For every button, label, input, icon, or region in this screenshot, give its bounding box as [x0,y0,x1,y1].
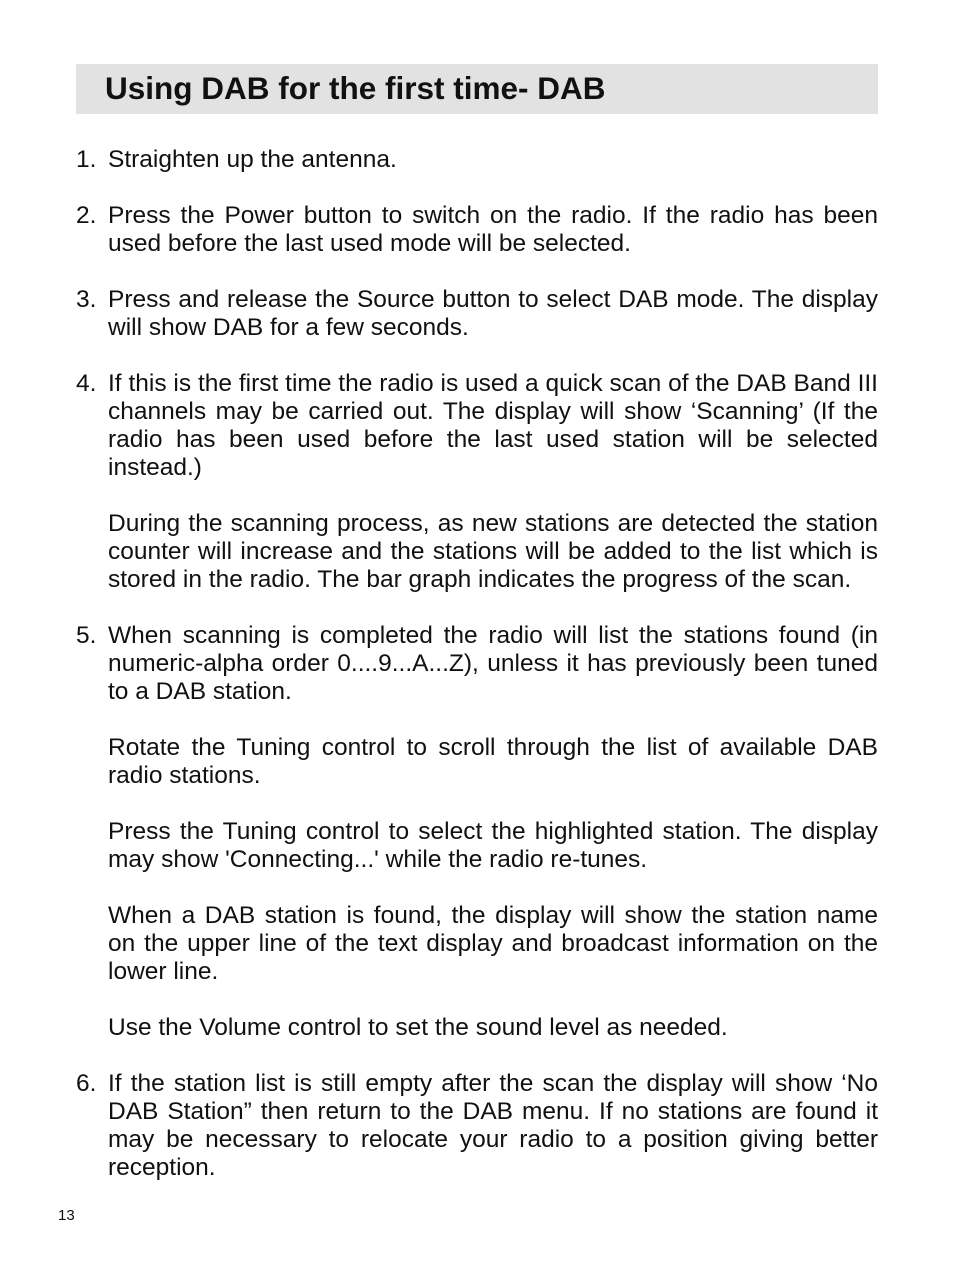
step-paragraph: Straighten up the antenna. [108,146,397,173]
step-paragraph: Press the Tuning control to select the highlighted station. The display may show 'Connecting...' while the radio re-tunes. [108,818,878,873]
step-number: 3. [76,286,97,313]
step-2 [76,202,878,258]
step-number: 6. [76,1070,97,1097]
step-paragraph: During the scanning process, as new stations are detected the station counter will increase and the stations will be added to the list which is stored in the radio. The bar graph indicates the progress of the scan. [108,510,878,593]
step-paragraph: Press and release the Source button to select DAB mode. The display will show DAB for a few seconds. [108,286,878,341]
step-5 [76,622,878,1042]
step-number: 2. [76,202,97,229]
step-paragraph: When a DAB station is found, the display will show the station name on the upper line of the text display and broadcast information on the lower line. [108,902,878,985]
step-number: 1. [76,146,97,173]
step-paragraph: When scanning is completed the radio will list the stations found (in numeric-alpha order 0....9...A...Z), unless it has previously been tuned to a DAB station. [108,622,878,705]
instruction-list [76,146,878,1210]
step-number: 4. [76,370,97,397]
step-6 [76,1070,878,1182]
step-paragraph: Rotate the Tuning control to scroll through the list of available DAB radio stations. [108,734,878,789]
step-3 [76,286,878,342]
step-paragraph: If this is the first time the radio is used a quick scan of the DAB Band III channels may be carried out. The display will show ‘Scanning’ (If the radio has been used before the last used station will be selected instead.) [108,370,878,481]
step-4 [76,370,878,594]
page-title: Using DAB for the first time- DAB [105,70,606,106]
step-paragraph: If the station list is still empty after the scan the display will show ‘No DAB Station” then return to the DAB menu. If no stations are found it may be necessary to relocate your radio to a position giving better reception. [108,1070,878,1181]
page-number: 13 [58,1207,75,1224]
step-paragraph: Use the Volume control to set the sound level as needed. [108,1014,728,1041]
section-header [76,64,878,114]
step-paragraph: Press the Power button to switch on the radio. If the radio has been used before the last used mode will be selected. [108,202,878,257]
step-1 [76,146,878,174]
step-number: 5. [76,622,97,649]
